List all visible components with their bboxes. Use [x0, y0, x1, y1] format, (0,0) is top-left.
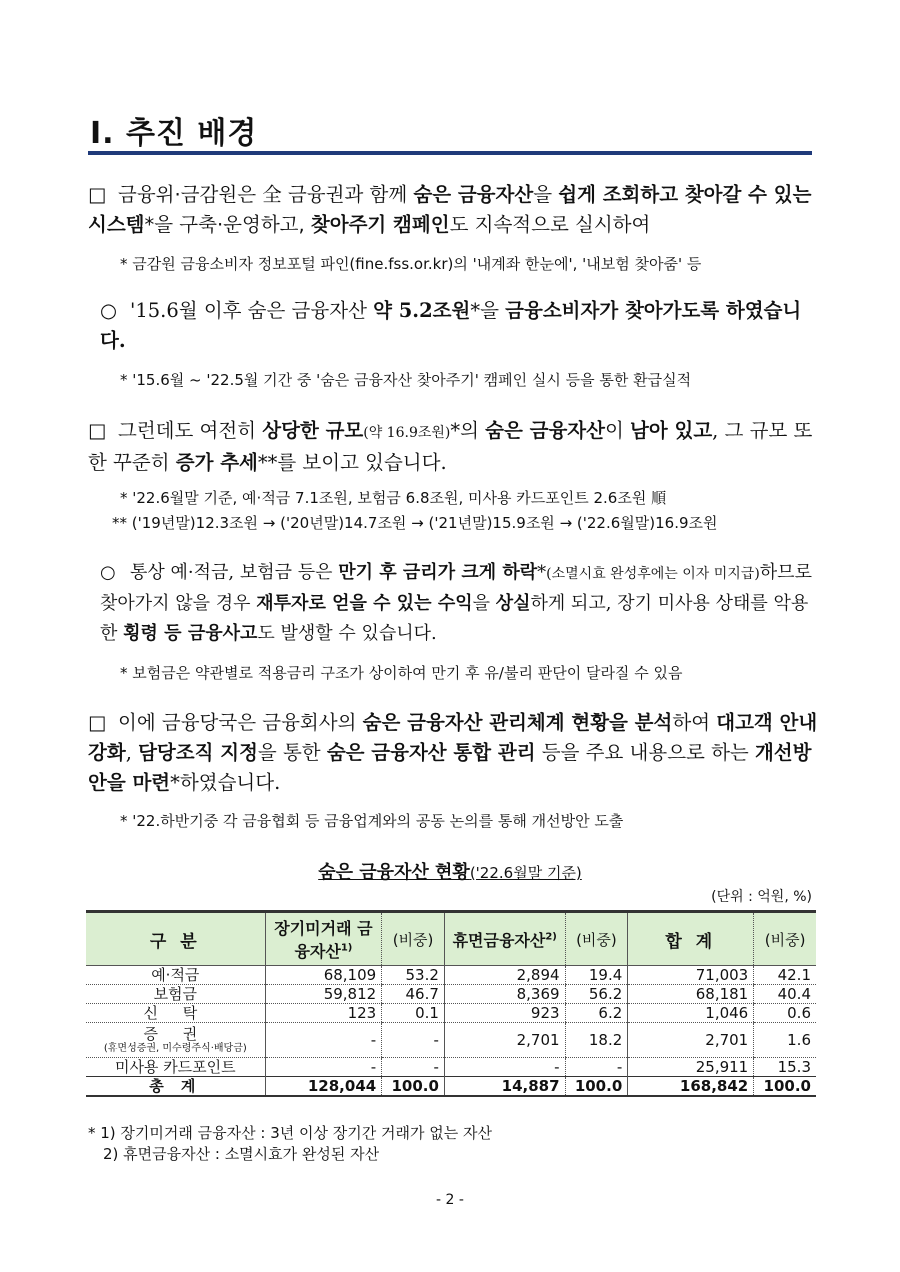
p5-text-c: 하여 [672, 711, 717, 734]
p5-text-b: 숨은 금융자산 관리체계 현황을 분석 [362, 711, 673, 734]
page-number: - 2 - [436, 1192, 464, 1208]
p4-text-i: 하게 되고, 장기 미사용 상태를 악용한 [100, 593, 809, 644]
row-label: 보험금 [86, 985, 265, 1004]
p1-text-c: 을 [533, 183, 559, 206]
p5-text-f: 담당조직 지정 [138, 741, 258, 764]
cell-col2: 2,894 [444, 966, 565, 985]
note-3: * '22.6월말 기준, 예·적금 7.1조원, 보험금 6.8조원, 미사용 카드포인트 2.6조원 順 [120, 489, 667, 507]
row-label-sub: (휴면성증권, 미수령주식·배당금) [103, 1043, 247, 1054]
cell-total-share: 1.6 [754, 1023, 816, 1058]
table-unit: (단위 : 억원, %) [711, 889, 812, 905]
section-heading: Ⅰ. 추진 배경 [90, 116, 258, 151]
total-sum-share: 100.0 [754, 1077, 816, 1097]
cell-col1: - [265, 1058, 382, 1077]
p5-text-a: 이에 금융당국은 금융회사의 [118, 711, 363, 734]
table-total-row [86, 1077, 816, 1097]
p3-text-g: 남아 있고 [630, 419, 713, 442]
table-row [86, 1004, 816, 1023]
cell-col1-share: 53.2 [382, 966, 445, 985]
header-total: 합 계 [628, 912, 754, 966]
cell-col1: - [265, 1023, 382, 1058]
cell-total-share: 0.6 [754, 1004, 816, 1023]
header-col2-text: 휴면금융자산 [452, 930, 546, 950]
table-title-date: ('22.6월말 기준) [469, 864, 582, 882]
p4-text-a: 통상 예·적금, 보험금 등은 [130, 562, 339, 583]
total-col1: 128,044 [265, 1077, 382, 1097]
square-bullet-icon: □ [88, 711, 107, 734]
total-col2-share: 100.0 [565, 1077, 628, 1097]
header-col2-share: (비중) [565, 912, 628, 966]
cell-col2-share: 56.2 [565, 985, 628, 1004]
p3-text-j: **를 보이고 있습니다. [257, 451, 447, 474]
p4-text-b: 만기 후 금리가 크게 하락 [338, 562, 538, 583]
circle-bullet-icon: ○ [100, 299, 118, 322]
header-total-share: (비중) [754, 912, 816, 966]
footnote-2: 2) 휴면금융자산 : 소멸시효가 완성된 자산 [103, 1145, 380, 1163]
cell-total-share: 15.3 [754, 1058, 816, 1077]
p5-text-h: 숨은 금융자산 통합 관리 [326, 741, 536, 764]
table-row [86, 1058, 816, 1077]
cell-total: 68,181 [628, 985, 754, 1004]
p2-text-c: *을 [470, 299, 506, 322]
p5-text-e: , [125, 741, 139, 764]
p4-text-g: 을 [472, 593, 496, 614]
p3-text-b: 상당한 규모 [262, 419, 364, 442]
circle-bullet-icon: ○ [100, 562, 116, 583]
p5-text-j: 개선방안을 마련 [88, 741, 812, 794]
p5-text-i: 등을 주요 내용으로 하는 [535, 741, 755, 764]
note-4: ** ('19년말)12.3조원 → ('20년말)14.7조원 → ('21년말)15.9조원 → ('22.6월말)16.9조원 [112, 514, 718, 532]
footnote-1: * 1) 장기미거래 금융자산 : 3년 이상 장기간 거래가 없는 자산 [88, 1124, 492, 1142]
p1-text-b: 숨은 금융자산 [413, 183, 534, 206]
header-col1 [265, 912, 382, 966]
note-6: * '22.하반기중 각 금융협회 등 금융업계와의 공동 논의를 통해 개선방안 도출 [120, 812, 624, 830]
cell-col1-share: - [382, 1058, 445, 1077]
cell-col2: - [444, 1058, 565, 1077]
p4-text-c: * [537, 562, 547, 583]
header-col1-share: (비중) [382, 912, 445, 966]
p5-text-d: 대고객 안내 강화 [88, 711, 818, 764]
table-title-text: 숨은 금융자산 현황 [318, 862, 470, 883]
p3-text-a: 그런데도 여전히 [118, 419, 263, 442]
cell-total: 71,003 [628, 966, 754, 985]
cell-col2-share: 6.2 [565, 1004, 628, 1023]
p1-text-g: 도 지속적으로 실시하여 [449, 213, 651, 236]
p4-text-k: 도 발생할 수 있습니다. [257, 623, 437, 644]
header-col2-sup: 2) [545, 931, 557, 943]
p3-text-h: , 그 규모 또한 꾸준히 [88, 419, 813, 474]
row-label: 신 탁 [86, 1004, 265, 1023]
cell-col2-share: - [565, 1058, 628, 1077]
cell-total: 2,701 [628, 1023, 754, 1058]
square-bullet-icon: □ [88, 419, 107, 442]
p3-text-c: (약 16.9조원) [363, 425, 451, 441]
paragraph-5 [88, 708, 818, 798]
square-bullet-icon: □ [88, 183, 107, 206]
p5-text-g: 을 통한 [257, 741, 327, 764]
cell-total-share: 40.4 [754, 985, 816, 1004]
p3-text-i: 증가 추세 [175, 451, 258, 474]
note-2: * '15.6월 ~ '22.5월 기간 중 '숨은 금융자산 찾아주기' 캠페인 실시 등을 통한 환급실적 [120, 371, 692, 389]
table-row [86, 985, 816, 1004]
cell-col1-share: 0.1 [382, 1004, 445, 1023]
cell-col2: 2,701 [444, 1023, 565, 1058]
row-label: 예·적금 [86, 966, 265, 985]
paragraph-1 [88, 180, 818, 240]
note-1: * 금감원 금융소비자 정보포털 파인(fine.fss.or.kr)의 '내계좌 한눈에', '내보험 찾아줌' 등 [120, 255, 702, 273]
p2-text-a: '15.6월 이후 숨은 금융자산 [130, 299, 374, 322]
p4-text-h: 상실 [495, 593, 531, 614]
table-row [86, 966, 816, 985]
cell-col2: 923 [444, 1004, 565, 1023]
note-5: * 보험금은 약관별로 적용금리 구조가 상이하여 만기 후 유/불리 판단이 달라질 수 있음 [120, 664, 683, 682]
p2-text-d: 금융소비자가 찾아가도록 하였습니다. [100, 299, 802, 352]
row-label-main: 증 권 [143, 1025, 208, 1043]
p5-text-k: *하였습니다. [170, 771, 281, 794]
table-header-row [86, 912, 816, 966]
cell-col1-share: - [382, 1023, 445, 1058]
cell-total: 1,046 [628, 1004, 754, 1023]
row-label: 미사용 카드포인트 [86, 1058, 265, 1077]
hidden-assets-table [86, 910, 816, 1097]
cell-total: 25,911 [628, 1058, 754, 1077]
header-col1-sup: 1) [340, 942, 353, 954]
p3-text-e: 숨은 금융자산 [485, 419, 605, 442]
paragraph-3 [88, 416, 818, 478]
p1-text-e: *을 구축·운영하고, [144, 213, 311, 236]
row-label [86, 1023, 265, 1058]
p3-text-d: *의 [450, 419, 486, 442]
table-row [86, 1023, 816, 1058]
paragraph-2 [100, 296, 820, 356]
table-title [0, 858, 900, 884]
p1-text-d: 쉽게 조회하고 찾아갈 수 있는 시스템 [88, 183, 812, 236]
total-sum: 168,842 [628, 1077, 754, 1097]
header-category: 구 분 [86, 912, 265, 966]
cell-col1: 68,109 [265, 966, 382, 985]
p3-text-f: 이 [604, 419, 631, 442]
p1-text-f: 찾아주기 캠페인 [310, 213, 450, 236]
paragraph-4 [100, 558, 820, 649]
cell-col1: 59,812 [265, 985, 382, 1004]
header-col2 [444, 912, 565, 966]
p4-text-f: 재투자로 얻을 수 있는 수익 [256, 593, 473, 614]
cell-col2-share: 19.4 [565, 966, 628, 985]
cell-col2: 8,369 [444, 985, 565, 1004]
p4-text-j: 횡령 등 금융사고 [123, 623, 258, 644]
p4-text-e: 하므로 찾아가지 않을 경우 [100, 562, 812, 614]
cell-col1: 123 [265, 1004, 382, 1023]
total-label: 총 계 [86, 1077, 265, 1097]
header-col1-text: 장기미거래 금융자산 [274, 919, 373, 961]
p2-text-b: 약 5.2조원 [373, 299, 471, 322]
p1-text-a: 금융위·금감원은 全 금융권과 함께 [118, 183, 414, 206]
p4-text-d: (소멸시효 완성후에는 이자 미지급) [546, 566, 760, 582]
cell-total-share: 42.1 [754, 966, 816, 985]
heading-underline [88, 151, 812, 155]
cell-col1-share: 46.7 [382, 985, 445, 1004]
total-col1-share: 100.0 [382, 1077, 445, 1097]
total-col2: 14,887 [444, 1077, 565, 1097]
cell-col2-share: 18.2 [565, 1023, 628, 1058]
